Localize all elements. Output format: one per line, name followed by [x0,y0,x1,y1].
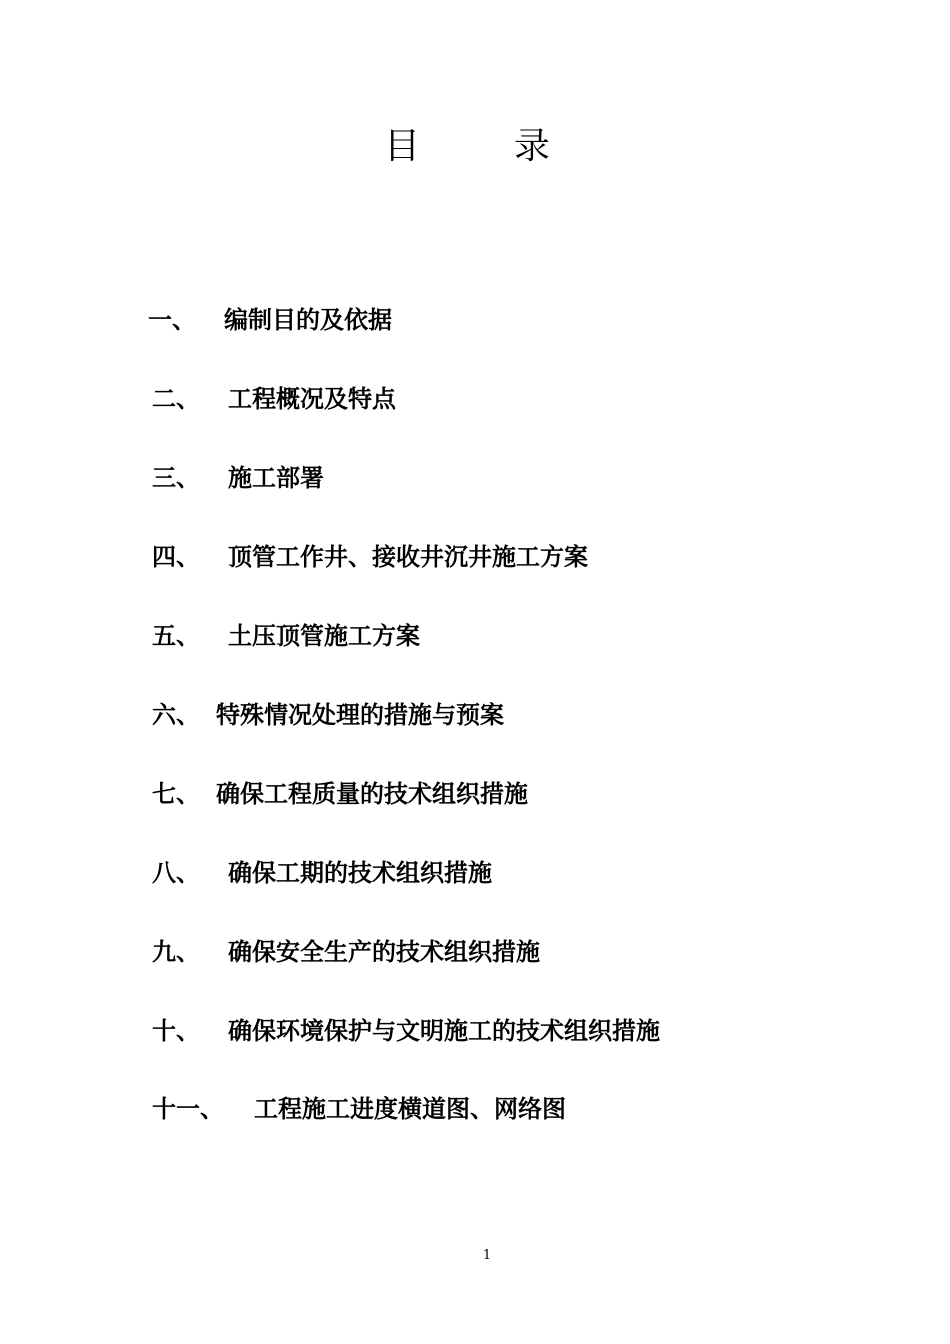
toc-entry-number: 七、 [152,780,200,808]
toc-entry-text: 编制目的及依据 [224,306,392,334]
toc-entry-text: 特殊情况处理的措施与预案 [216,701,504,729]
toc-entry-number: 五、 [152,622,200,650]
toc-title-char-2: 录 [514,126,551,167]
toc-entry-text: 土压顶管施工方案 [228,622,420,650]
toc-entry-text: 确保工期的技术组织措施 [228,859,492,887]
toc-entry-text: 施工部署 [228,464,324,492]
toc-entry-number: 三、 [152,464,200,492]
toc-entry-text: 确保工程质量的技术组织措施 [216,780,528,808]
toc-entry-number: 十一、 [152,1095,224,1123]
toc-entry-number: 二、 [152,385,200,413]
toc-entry-number: 十、 [152,1017,200,1045]
toc-entry-number: 四、 [152,543,200,571]
toc-entry-number: 九、 [152,938,200,966]
toc-entry-text: 工程概况及特点 [228,385,396,413]
toc-title [0,122,950,172]
toc-entry-text: 工程施工进度横道图、网络图 [254,1095,566,1123]
toc-entry-number: 六、 [152,701,200,729]
toc-entry-text: 确保环境保护与文明施工的技术组织措施 [228,1017,660,1045]
page-number: 1 [482,1248,492,1263]
toc-title-char-1: 目 [384,126,421,167]
toc-entry-number: 一、 [148,306,196,334]
toc-entry-text: 确保安全生产的技术组织措施 [228,938,540,966]
toc-entry-text: 顶管工作井、接收井沉井施工方案 [228,543,588,571]
toc-entry-number: 八、 [152,859,200,887]
